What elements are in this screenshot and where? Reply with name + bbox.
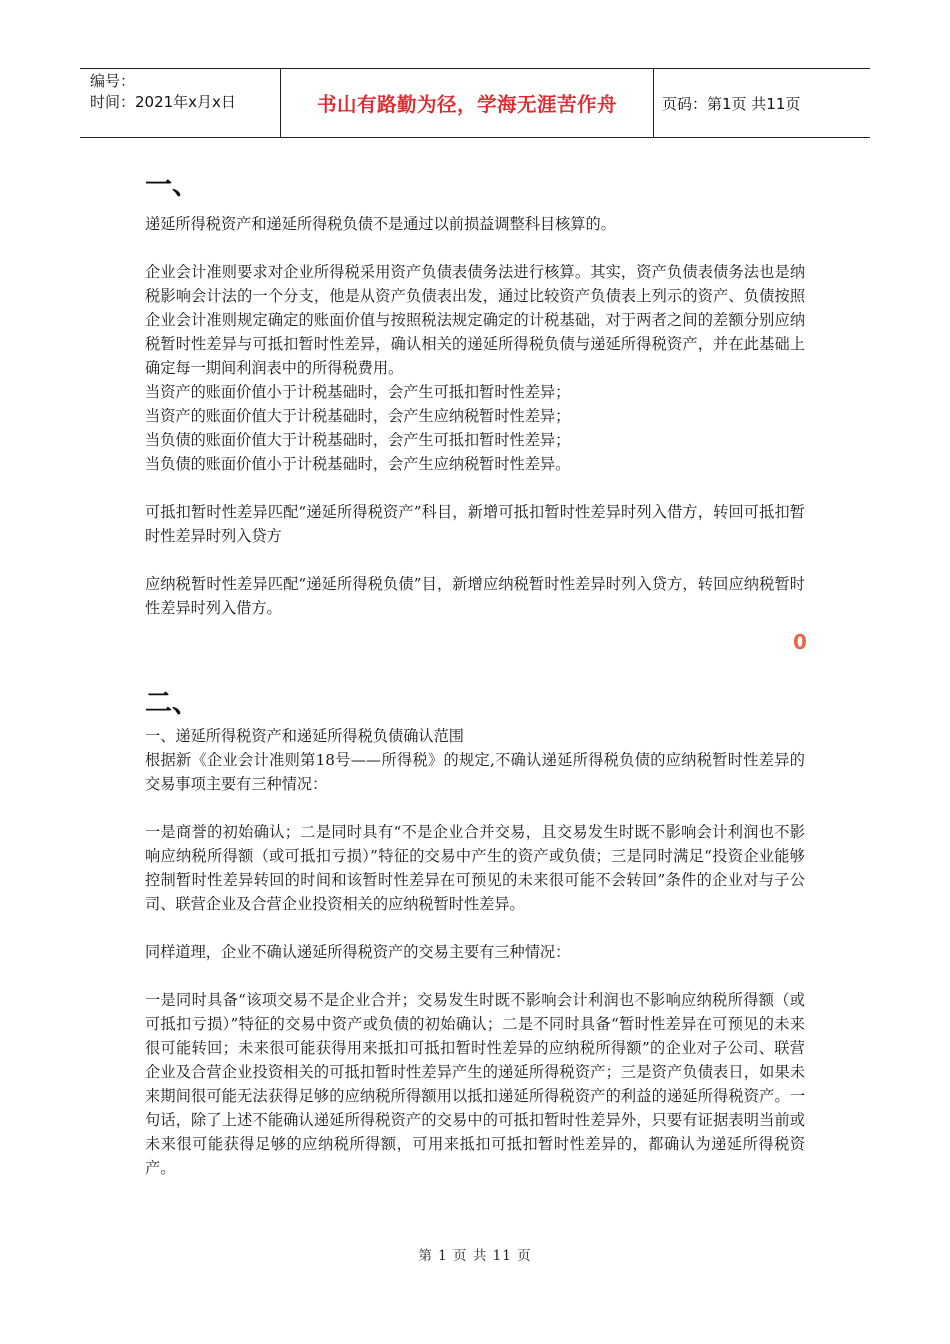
document-header xyxy=(80,68,870,138)
section-1-title: 一、 xyxy=(145,170,199,201)
section-1-rule: 当资产的账面价值小于计税基础时，会产生可抵扣暂时性差异； xyxy=(145,383,571,401)
section-2-paragraph: 一是商誉的初始确认；二是同时具有“不是企业合并交易，且交易发生时既不影响会计利润也不影响应纳税所得额（或可抵扣亏损）”特征的交易中产生的资产或负债；三是同时满足“投资企业能够控制暂时性差异转回的时间和该暂时性差异在可预见的未来很可能不会转回”条件的企业对与子公司、联营企业及合营企业投资相关的应纳税暂时性差异。 xyxy=(145,823,805,913)
page-marker: 0 xyxy=(793,630,807,654)
section-2-title: 二、 xyxy=(145,688,199,719)
section-2-subtitle: 一、递延所得税资产和递延所得税负债确认范围 xyxy=(145,727,464,745)
section-2-paragraph: 同样道理，企业不确认递延所得税资产的交易主要有三种情况： xyxy=(145,943,571,961)
header-motto: 书山有路勤为径，学海无涯苦作舟 xyxy=(281,69,654,137)
section-2-paragraph: 根据新《企业会计准则第18号——所得税》的规定,不确认递延所得税负债的应纳税暂时性差异的交易事项主要有三种情况： xyxy=(145,751,805,793)
section-1-paragraph: 可抵扣暂时性差异匹配“递延所得税资产”科目，新增可抵扣暂时性差异时列入借方，转回可抵扣暂时性差异时列入贷方 xyxy=(145,503,805,545)
page-footer: 第 1 页 共 11 页 xyxy=(418,1248,532,1264)
document-number-label: 编号： xyxy=(90,72,136,90)
section-1-paragraph: 递延所得税资产和递延所得税负债不是通过以前损益调整科目核算的。 xyxy=(145,215,616,233)
section-1-rule: 当负债的账面价值小于计税基础时，会产生应纳税暂时性差异。 xyxy=(145,455,571,473)
document-date: 时间：2021年x月x日 xyxy=(90,93,236,111)
header-page-info: 页码：第1页 共11页 xyxy=(662,94,801,113)
document-body xyxy=(145,170,805,1180)
section-1-rule: 当资产的账面价值大于计税基础时，会产生应纳税暂时性差异； xyxy=(145,407,571,425)
section-1-rule: 当负债的账面价值大于计税基础时，会产生可抵扣暂时性差异； xyxy=(145,431,571,449)
section-1-paragraph: 应纳税暂时性差异匹配“递延所得税负债”目，新增应纳税暂时性差异时列入贷方，转回应纳税暂时性差异时列入借方。 xyxy=(145,575,805,617)
section-1-paragraph: 企业会计准则要求对企业所得税采用资产负债表债务法进行核算。其实，资产负债表债务法也是纳税影响会计法的一个分支，他是从资产负债表出发，通过比较资产负债表上列示的资产、负债按照企业会计准则规定确定的账面价值与按照税法规定确定的计税基础，对于两者之间的差额分别应纳税暂时性差异与可抵扣暂时性差异，确认相关的递延所得税负债与递延所得税资产，并在此基础上确定每一期间利润表中的所得税费用。 xyxy=(145,263,805,377)
section-2-paragraph: 一是同时具备“该项交易不是企业合并；交易发生时既不影响会计利润也不影响应纳税所得额（或可抵扣亏损）”特征的交易中资产或负债的初始确认；二是不同时具备“暂时性差异在可预见的未来很可能转回；未来很可能获得用来抵扣可抵扣暂时性差异的应纳税所得额”的企业对子公司、联营企业及合营企业投资相关的可抵扣暂时性差异产生的递延所得税资产；三是资产负债表日，如果未来期间很可能无法获得足够的应纳税所得额用以抵扣递延所得税资产的利益的递延所得税资产。一句话，除了上述不能确认递延所得税资产的交易中的可抵扣暂时性差异外，只要有证据表明当前或未来很可能获得足够的应纳税所得额，可用来抵扣可抵扣暂时性差异的，都确认为递延所得税资产。 xyxy=(145,991,805,1177)
header-meta xyxy=(80,69,281,137)
